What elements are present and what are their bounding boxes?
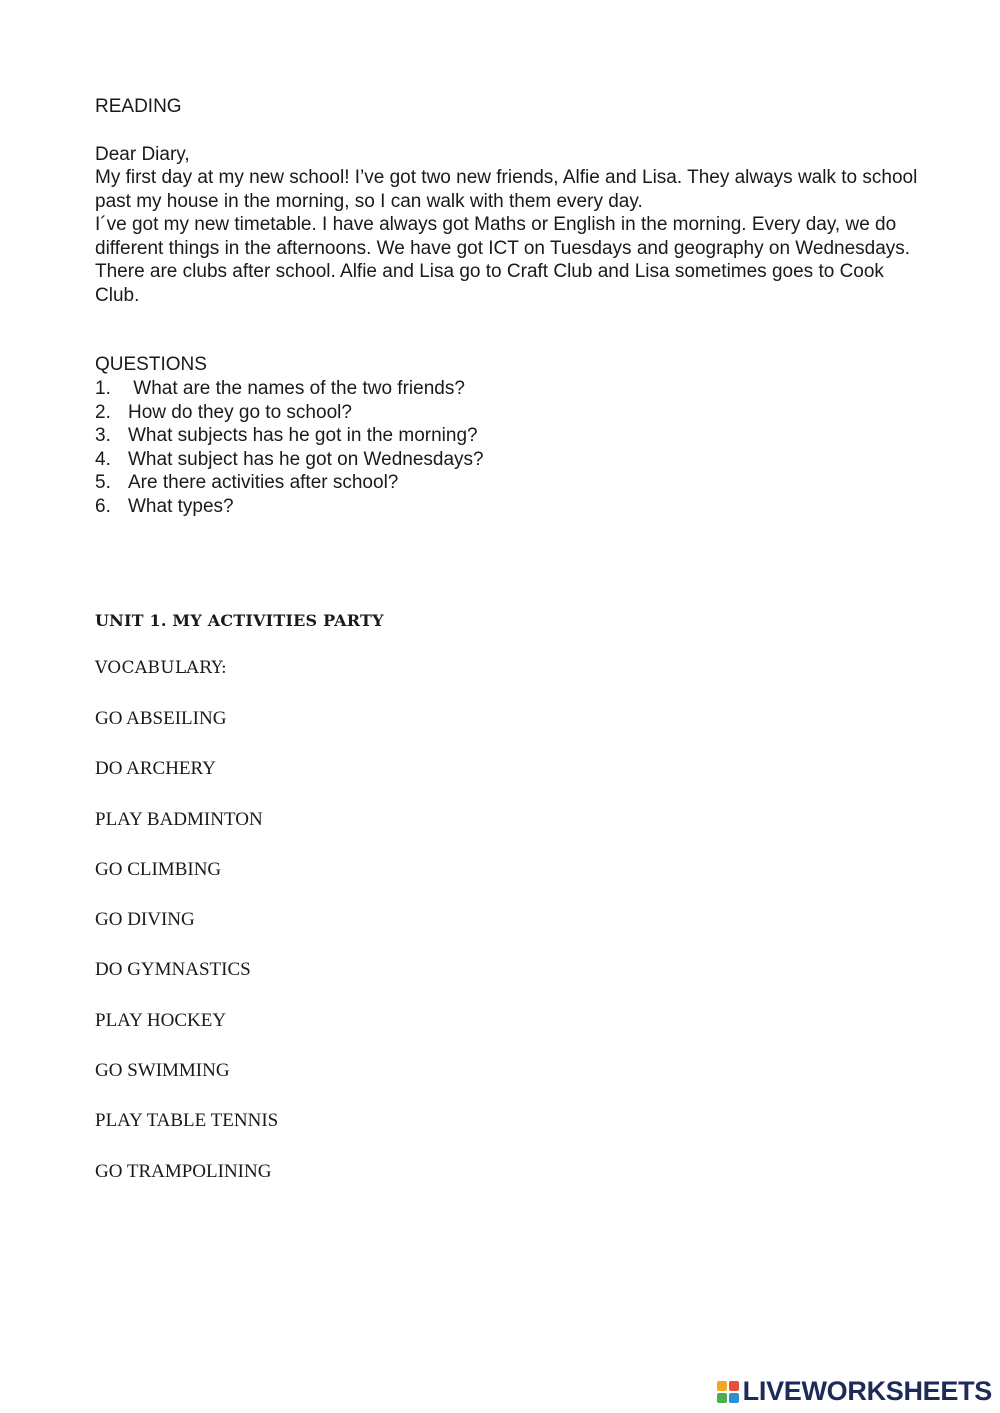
question-text: What are the names of the two friends? <box>128 378 465 399</box>
vocabulary-item: DO ARCHERY <box>95 758 216 780</box>
vocabulary-item: PLAY TABLE TENNIS <box>95 1110 279 1132</box>
vocabulary-list <box>95 707 278 1210</box>
vocabulary-item: PLAY BADMINTON <box>95 808 263 830</box>
liveworksheets-logo-icon <box>717 1381 739 1403</box>
vocabulary-item: GO SWIMMING <box>95 1060 230 1082</box>
reading-heading: READING <box>95 96 182 117</box>
question-text: What types? <box>128 495 234 517</box>
question-number: 3. <box>95 425 111 447</box>
logo-square <box>729 1393 739 1403</box>
diary-text <box>95 166 925 307</box>
question-item <box>95 377 484 401</box>
vocabulary-item: DO GYMNASTICS <box>95 959 251 981</box>
question-number: 2. <box>95 401 111 423</box>
question-number: 1. <box>95 378 111 399</box>
vocabulary-item: GO ABSEILING <box>95 708 227 729</box>
question-item <box>95 471 484 495</box>
question-text: What subject has he got on Wednesdays? <box>128 448 484 470</box>
question-item <box>95 495 484 519</box>
question-item <box>95 401 484 425</box>
vocabulary-heading: VOCABULARY: <box>95 658 228 678</box>
diary-paragraph: My first day at my new school! I’ve got two new friends, Alfie and Lisa. They always walk to school past my house in the morning, so I can walk with them every day. <box>95 167 918 212</box>
diary-greeting: Dear Diary, <box>95 144 190 165</box>
question-number: 5. <box>95 472 111 494</box>
liveworksheets-logo <box>717 1376 992 1407</box>
questions-heading: QUESTIONS <box>95 354 207 375</box>
question-number: 6. <box>95 495 111 517</box>
logo-text: LIVEWORKSHEETS <box>742 1376 992 1406</box>
logo-square <box>717 1393 727 1403</box>
vocabulary-item: GO DIVING <box>95 909 195 931</box>
question-text: What subjects has he got in the morning? <box>128 425 478 447</box>
unit-title: UNIT 1. MY ACTIVITIES PARTY <box>95 611 384 630</box>
logo-square <box>717 1381 727 1391</box>
diary-paragraph: I´ve got my new timetable. I have always got Maths or English in the morning. Every day, we do different things in the afternoons. We have got ICT on Tuesdays and geography on Wednesdays. There are clubs after school. Alfie and Lisa go to Craft Club and Lisa sometimes goes to Cook Club. <box>95 214 911 306</box>
question-text: Are there activities after school? <box>128 472 399 494</box>
question-text: How do they go to school? <box>128 401 352 423</box>
vocabulary-item: GO TRAMPOLINING <box>95 1160 272 1182</box>
question-item <box>95 424 484 448</box>
vocabulary-item: PLAY HOCKEY <box>95 1009 227 1031</box>
questions-list <box>95 377 484 519</box>
question-item <box>95 448 484 472</box>
vocabulary-item: GO CLIMBING <box>95 858 222 880</box>
question-number: 4. <box>95 448 111 470</box>
logo-square <box>729 1381 739 1391</box>
